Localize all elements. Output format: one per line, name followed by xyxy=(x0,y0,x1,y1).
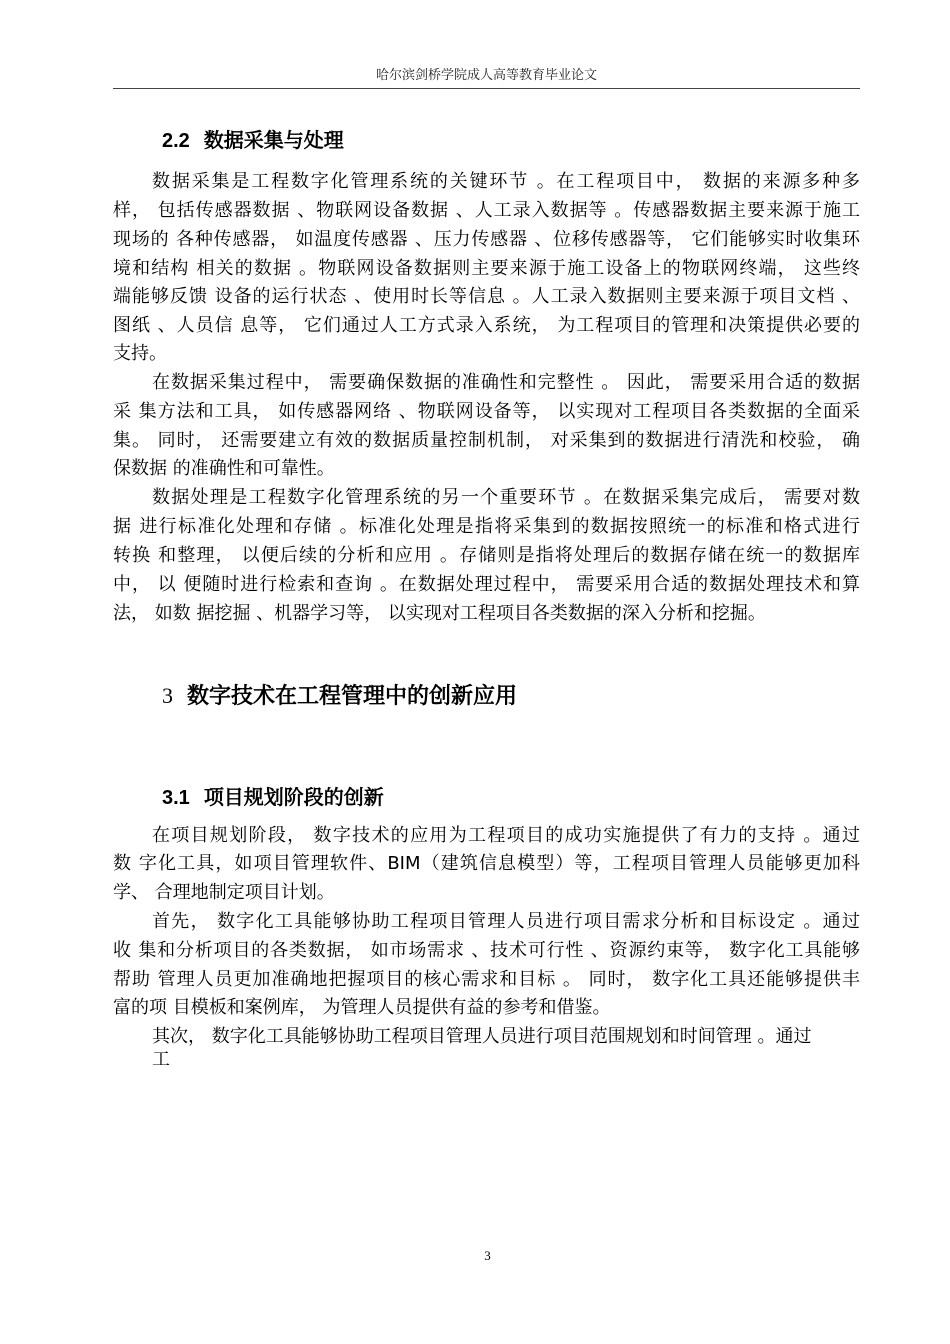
text-line: 端能够反馈 设备的运行状态 、使用时长等信息 。人工录入数据则主要来源于项目文档 、 xyxy=(113,286,860,307)
section-heading-3-1 xyxy=(162,781,384,810)
section-number: 3.1 xyxy=(162,787,190,809)
text-line: 采 集方法和工具， 如传感器网络 、物联网设备等， 以实现对工程项目各类数据的全面采 xyxy=(113,401,860,422)
text-line: 在数据采集过程中， 需要确保数据的准确性和完整性 。 因此， 需要采用合适的数据 xyxy=(152,372,860,393)
text-line: 保数据 的准确性和可靠性。 xyxy=(113,458,335,479)
text-line: 境和结构 相关的数据 。物联网设备数据则主要来源于施工设备上的物联网终端， 这些终 xyxy=(113,258,860,279)
text-line: 数据处理是工程数字化管理系统的另一个重要环节 。在数据采集完成后， 需要对数 xyxy=(152,487,860,508)
text-line: 中， 以 便随时进行检索和查询 。在数据处理过程中， 需要采用合适的数据处理技术和算 xyxy=(113,574,860,595)
text-line: 现场的 各种传感器， 如温度传感器 、压力传感器 、位移传感器等， 它们能够实时收集环 xyxy=(113,229,860,250)
text-line: 在项目规划阶段， 数字技术的应用为工程项目的成功实施提供了有力的支持 。通过 xyxy=(152,825,860,846)
running-header: 哈尔滨剑桥学院成人高等教育毕业论文 xyxy=(375,68,597,83)
section-title: 数据采集与处理 xyxy=(203,128,344,152)
chapter-title: 数字技术在工程管理中的创新应用 xyxy=(187,684,518,709)
text-line: 法， 如数 据挖掘 、机器学习等， 以实现对工程项目各类数据的深入分析和挖掘。 xyxy=(113,603,766,624)
text-line: 其次， 数字化工具能够协助工程项目管理人员进行项目范围规划和时间管理 。通过 xyxy=(152,1026,812,1047)
text-line: 支持。 xyxy=(113,343,167,364)
chapter-number: 3 xyxy=(162,683,173,708)
section-heading-2-2 xyxy=(162,124,344,153)
text-line: 样， 包括传感器数据 、物联网设备数据 、人工录入数据等 。传感器数据主要来源于施工 xyxy=(113,200,860,221)
chapter-heading-3 xyxy=(162,679,517,710)
text-line: 据 进行标准化处理和存储 。标准化处理是指将采集到的数据按照统一的标准和格式进行 xyxy=(113,516,860,537)
section-title: 项目规划阶段的创新 xyxy=(203,785,384,809)
text-line: 转换 和整理， 以便后续的分析和应用 。存储则是指将处理后的数据存储在统一的数据库 xyxy=(113,545,860,566)
text-line: 收 集和分析项目的各类数据， 如市场需求 、技术可行性 、资源约束等， 数字化工具能够 xyxy=(113,940,860,961)
text-line: 首先， 数字化工具能够协助工程项目管理人员进行项目需求分析和目标设定 。通过 xyxy=(152,911,860,932)
page-number: 3 xyxy=(484,1248,491,1263)
text-line: 数 字化工具，如项目管理软件、BIM（建筑信息模型）等，工程项目管理人员能够更加科 xyxy=(113,853,860,874)
text-line: 图纸 、人员信 息等， 它们通过人工方式录入系统， 为工程项目的管理和决策提供必要的 xyxy=(113,315,860,336)
text-line: 数据采集是工程数字化管理系统的关键环节 。在工程项目中， 数据的来源多种多 xyxy=(152,171,860,192)
text-line: 富的项 目模板和案例库， 为管理人员提供有益的参考和借鉴。 xyxy=(113,997,611,1018)
text-line: 集。 同时， 还需要建立有效的数据质量控制机制， 对采集到的数据进行清洗和校验， 确 xyxy=(113,430,860,451)
header-divider xyxy=(113,88,860,89)
section-number: 2.2 xyxy=(162,130,190,152)
text-line: 帮助 管理人员更加准确地把握项目的核心需求和目标 。 同时， 数字化工具还能够提供丰 xyxy=(113,969,860,990)
text-line: 工 xyxy=(152,1049,170,1070)
text-line: 学、 合理地制定项目计划。 xyxy=(113,882,335,903)
